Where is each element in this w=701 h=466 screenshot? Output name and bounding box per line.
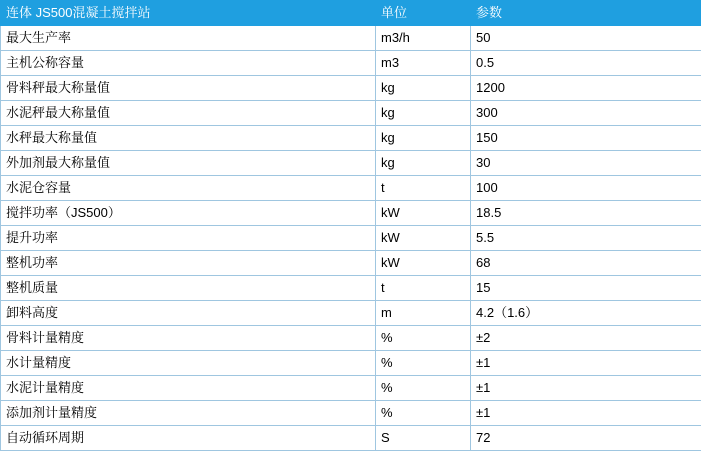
cell-unit: m3 bbox=[376, 51, 471, 76]
cell-value: 15 bbox=[471, 276, 701, 301]
cell-unit: % bbox=[376, 351, 471, 376]
cell-name: 提升功率 bbox=[1, 226, 376, 251]
table-row bbox=[1, 51, 701, 76]
cell-unit: m3/h bbox=[376, 26, 471, 51]
column-header-unit: 单位 bbox=[376, 1, 471, 26]
table-row bbox=[1, 26, 701, 51]
table-row bbox=[1, 101, 701, 126]
cell-name: 自动循环周期 bbox=[1, 426, 376, 451]
cell-value: 50 bbox=[471, 26, 701, 51]
table-row bbox=[1, 151, 701, 176]
cell-name: 水泥仓容量 bbox=[1, 176, 376, 201]
cell-unit: t bbox=[376, 176, 471, 201]
cell-value: 4.2（1.6） bbox=[471, 301, 701, 326]
column-header-parameter: 参数 bbox=[471, 1, 701, 26]
cell-unit: kW bbox=[376, 251, 471, 276]
table-row bbox=[1, 176, 701, 201]
cell-unit: kW bbox=[376, 201, 471, 226]
table-row bbox=[1, 226, 701, 251]
cell-value: 100 bbox=[471, 176, 701, 201]
table-row bbox=[1, 401, 701, 426]
cell-unit: % bbox=[376, 376, 471, 401]
cell-name: 水秤最大称量值 bbox=[1, 126, 376, 151]
cell-value: 1200 bbox=[471, 76, 701, 101]
cell-name: 整机质量 bbox=[1, 276, 376, 301]
cell-value: 5.5 bbox=[471, 226, 701, 251]
cell-value: 18.5 bbox=[471, 201, 701, 226]
cell-unit: % bbox=[376, 326, 471, 351]
cell-value: ±1 bbox=[471, 376, 701, 401]
cell-name: 添加剂计量精度 bbox=[1, 401, 376, 426]
cell-unit: t bbox=[376, 276, 471, 301]
cell-name: 水泥计量精度 bbox=[1, 376, 376, 401]
table-row bbox=[1, 426, 701, 451]
table-row bbox=[1, 201, 701, 226]
cell-unit: kg bbox=[376, 76, 471, 101]
cell-unit: % bbox=[376, 401, 471, 426]
cell-value: 150 bbox=[471, 126, 701, 151]
cell-unit: kg bbox=[376, 151, 471, 176]
cell-value: 68 bbox=[471, 251, 701, 276]
cell-name: 水泥秤最大称量值 bbox=[1, 101, 376, 126]
cell-unit: kW bbox=[376, 226, 471, 251]
cell-name: 卸料高度 bbox=[1, 301, 376, 326]
cell-value: 0.5 bbox=[471, 51, 701, 76]
table-header-row bbox=[1, 1, 701, 26]
table-row bbox=[1, 326, 701, 351]
cell-value: ±1 bbox=[471, 351, 701, 376]
cell-unit: kg bbox=[376, 101, 471, 126]
cell-value: 30 bbox=[471, 151, 701, 176]
table-row bbox=[1, 351, 701, 376]
table-row bbox=[1, 251, 701, 276]
table-row bbox=[1, 376, 701, 401]
cell-value: 72 bbox=[471, 426, 701, 451]
cell-unit: S bbox=[376, 426, 471, 451]
table-header bbox=[1, 1, 701, 26]
cell-unit: m bbox=[376, 301, 471, 326]
cell-value: 300 bbox=[471, 101, 701, 126]
cell-name: 最大生产率 bbox=[1, 26, 376, 51]
table-row bbox=[1, 126, 701, 151]
cell-name: 骨料计量精度 bbox=[1, 326, 376, 351]
cell-name: 搅拌功率（JS500） bbox=[1, 201, 376, 226]
cell-name: 主机公称容量 bbox=[1, 51, 376, 76]
table-row bbox=[1, 276, 701, 301]
table-body bbox=[1, 26, 701, 451]
table-row bbox=[1, 301, 701, 326]
cell-name: 整机功率 bbox=[1, 251, 376, 276]
cell-value: ±1 bbox=[471, 401, 701, 426]
cell-unit: kg bbox=[376, 126, 471, 151]
cell-value: ±2 bbox=[471, 326, 701, 351]
cell-name: 外加剂最大称量值 bbox=[1, 151, 376, 176]
column-header-name: 连体 JS500混凝土搅拌站 bbox=[1, 1, 376, 26]
table-row bbox=[1, 76, 701, 101]
cell-name: 水计量精度 bbox=[1, 351, 376, 376]
cell-name: 骨料秤最大称量值 bbox=[1, 76, 376, 101]
